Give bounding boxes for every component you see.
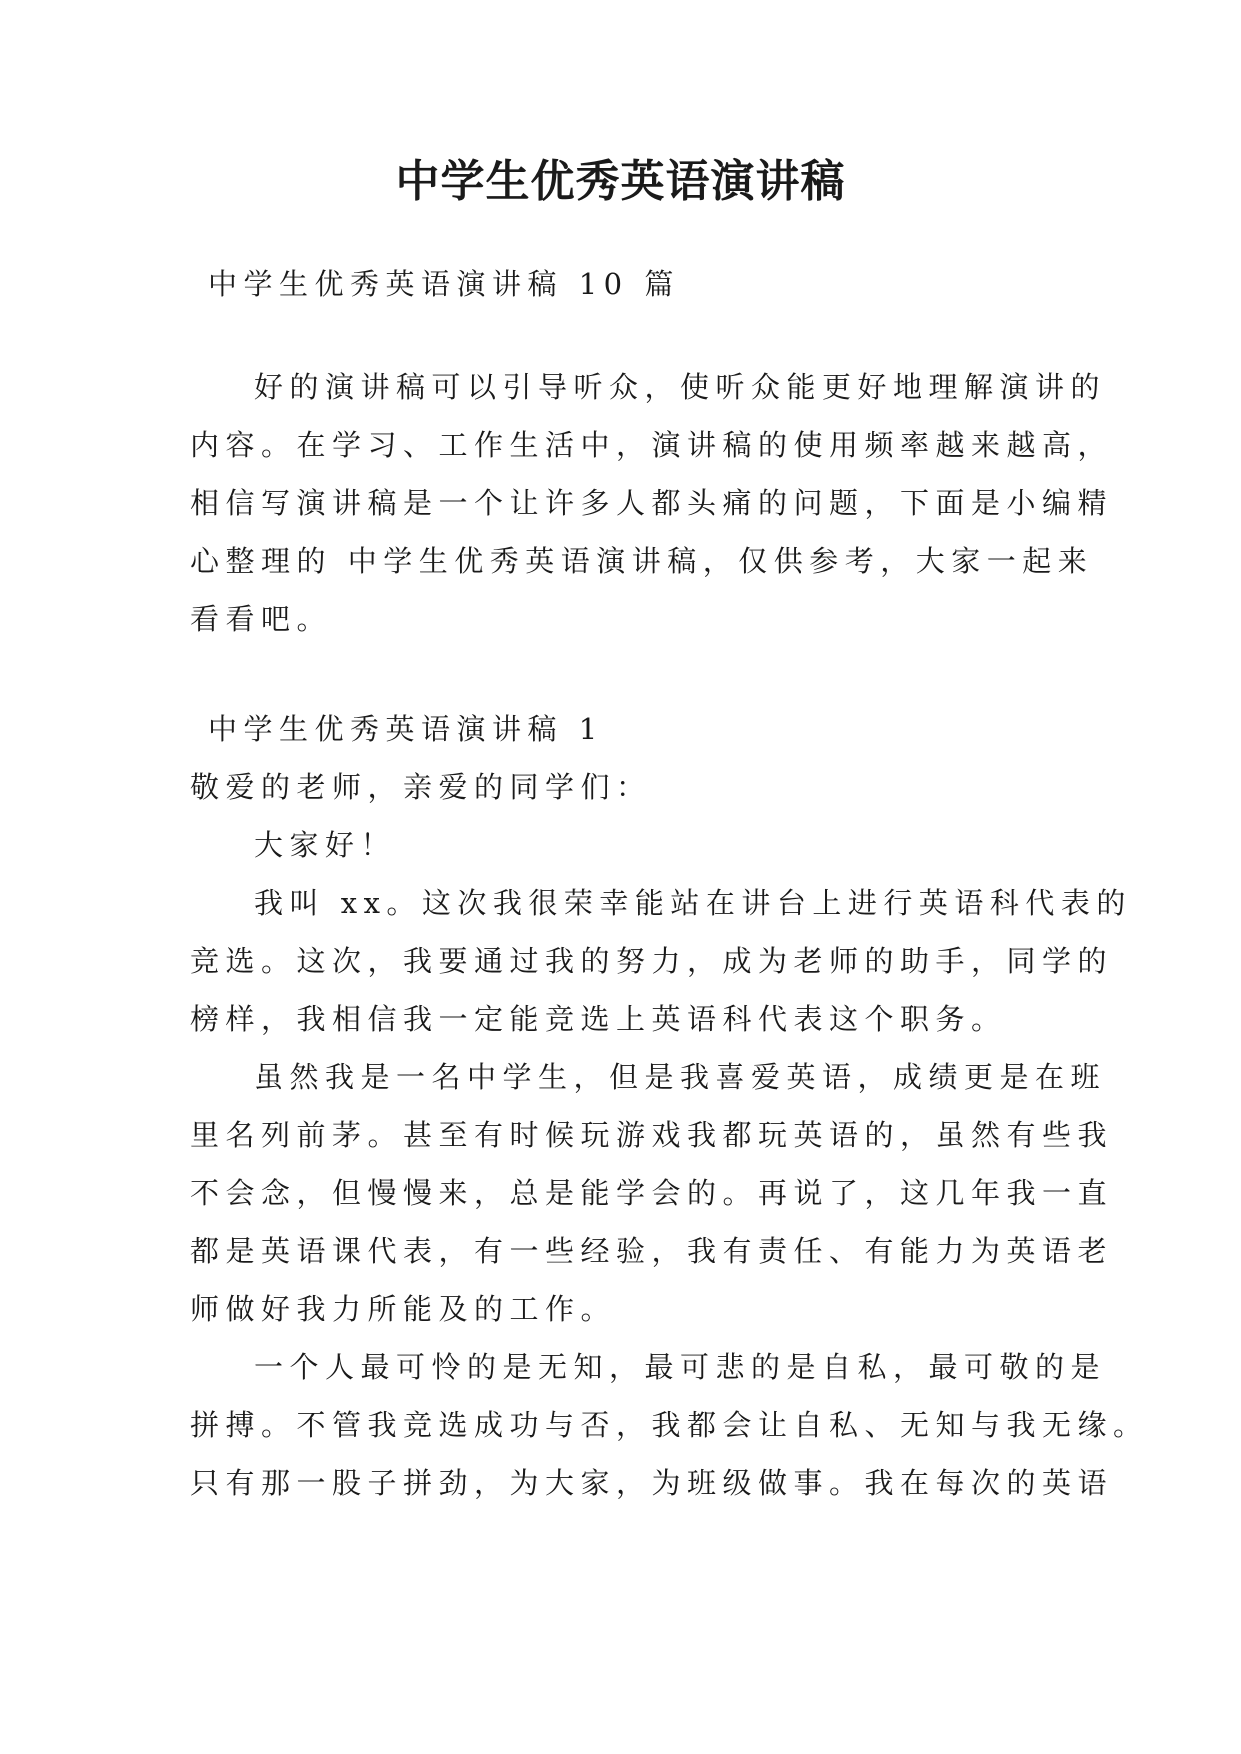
intro-line: 相信写演讲稿是一个让许多人都头痛的问题，下面是小编精	[190, 486, 1114, 520]
paragraph-line: 里名列前茅。甚至有时候玩游戏我都玩英语的，虽然有些我	[190, 1118, 1114, 1152]
paragraph-line: 只有那一股子拼劲，为大家，为班级做事。我在每次的英语	[190, 1466, 1114, 1500]
paragraph-line: 我叫 xx。这次我很荣幸能站在讲台上进行英语科代表的	[254, 886, 1132, 920]
paragraph-line: 师做好我力所能及的工作。	[190, 1292, 617, 1326]
greeting: 大家好！	[254, 828, 397, 862]
intro-line: 心整理的 中学生优秀英语演讲稿，仅供参考，大家一起来	[190, 544, 1094, 578]
paragraph-line: 一个人最可怜的是无知，最可悲的是自私，最可敬的是	[254, 1350, 1107, 1384]
paragraph-line: 竞选。这次，我要通过我的努力，成为老师的助手，同学的	[190, 944, 1114, 978]
document-subtitle-block	[190, 255, 1060, 313]
paragraph-line: 拼搏。不管我竞选成功与否，我都会让自私、无知与我无缘。	[190, 1408, 1149, 1442]
intro-line: 好的演讲稿可以引导听众，使听众能更好地理解演讲的	[254, 370, 1107, 404]
document-title: 中学生优秀英语演讲稿	[395, 156, 846, 207]
paragraph-line: 虽然我是一名中学生，但是我喜爱英语，成绩更是在班	[254, 1060, 1107, 1094]
paragraph-line: 不会念，但慢慢来，总是能学会的。再说了，这几年我一直	[190, 1176, 1114, 1210]
intro-paragraph	[190, 358, 1114, 648]
salutation: 敬爱的老师，亲爱的同学们：	[190, 770, 652, 804]
speech-section-1	[190, 700, 1149, 1512]
paragraph-line: 榜样，我相信我一定能竞选上英语科代表这个职务。	[190, 1002, 1007, 1036]
document-subtitle: 中学生优秀英语演讲稿 10 篇	[208, 267, 680, 301]
intro-line: 内容。在学习、工作生活中，演讲稿的使用频率越来越高，	[190, 428, 1114, 462]
intro-line: 看看吧。	[190, 602, 333, 636]
paragraph-line: 都是英语课代表，有一些经验，我有责任、有能力为英语老	[190, 1234, 1114, 1268]
section-heading: 中学生优秀英语演讲稿 1	[208, 712, 604, 746]
